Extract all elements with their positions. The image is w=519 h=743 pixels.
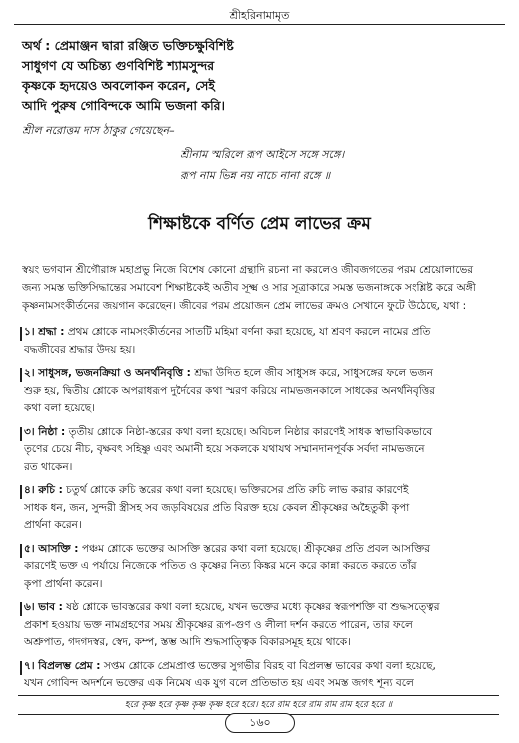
stage-text-line: [24, 500, 498, 518]
verse-translation: [22, 36, 492, 116]
stage-text: সাধক ধন, জন, সুন্দরী স্ত্রীসহ সব জড়বিষয়ের প্রতি বিরক্ত হয়ে কেবল শ্রীকৃষ্ণের অহৈতুকী কৃপা: [24, 501, 410, 514]
stage-text: তৃতীয় শ্লোকে নিষ্ঠা-স্তরের কথা বলা হয়েছে। অবিচল নিষ্ঠার কারণেই সাধক স্বাভাবিকভাবে: [68, 425, 433, 438]
stage-text-line: [24, 424, 498, 442]
stage-item: [24, 324, 498, 359]
stage-text: শুরু হয়, দ্বিতীয় শ্লোকে অপরাধরূপ দুর্দৈবের কথা স্মরণ করিয়ে নামভজনকালে সাধকের অনর্থনিবৃত্তির: [24, 384, 436, 397]
stage-item: [24, 424, 498, 477]
stage-marker-bar: [20, 327, 22, 341]
stage-text: অশ্রুপাত, গদগদস্বর, স্বেদ, কম্প, স্তম্ভ আদি শুদ্ধসাত্ত্বিক বিকারসমূহ হয়ে থাকে।: [24, 636, 351, 648]
footer-mantra: হরে কৃষ্ণ হরে কৃষ্ণ কৃষ্ণ কৃষ্ণ হরে হরে। হরে রাম হরে রাম রাম রাম হরে হরে ॥: [18, 695, 499, 715]
stage-text: কারণেই ভক্ত এ পর্যায়ে নিজেকে পতিত ও কৃষ্ণের নিত্য কিঙ্কর মনে করে কান্না করতে করতে তাঁর: [24, 560, 417, 572]
stage-item: [24, 658, 498, 693]
couplet-line: রূপ নাম ভিন্ন নয় নাচে নানা রঙ্গে ॥: [180, 169, 331, 182]
intro-paragraph: [22, 261, 498, 315]
attribution-line: শ্রীল নরোত্তম দাস ঠাকুর গেয়েছেন–: [22, 124, 175, 137]
stage-text-line: [24, 459, 498, 477]
stage-text: শ্রদ্ধা উদিত হলে জীব সাধুসঙ্গ করে, সাধুসঙ্গের ফলে ভজন: [194, 367, 434, 379]
stage-text-line: [24, 617, 498, 635]
stage-text: রত থাকেন।: [24, 460, 73, 473]
stage-text: প্রকাশ হওয়ায় ভক্ত নামগ্রহণের সময় শ্রীকৃষ্ণের রূপ-গুণ ও লীলা দর্শন করতে পারেন, তার ফলে: [24, 618, 413, 631]
stage-marker-bar: [20, 544, 22, 558]
stage-text-line: [24, 599, 498, 617]
verse-line: কৃষ্ণকে হৃদয়েও অবলোকন করেন, সেই: [22, 78, 215, 93]
stage-text-line: [24, 365, 498, 383]
stage-text-line: [24, 383, 498, 401]
stage-text: চতুর্থ শ্লোকে রুচি স্তরের কথা বলা হয়েছে। ভক্তিরসের প্রতি রুচি লাভ করার কারণেই: [66, 484, 409, 496]
stage-heading: ৫। আসক্তি :: [24, 542, 79, 555]
stage-text: কথা বলা হয়েছে।: [24, 402, 95, 414]
stage-text: সপ্তম শ্লোকে প্রেমপ্রাপ্ত ভক্তের সুগভীর বিরহ বা বিপ্রলম্ভ ভাবের কথা বলা হয়েছে,: [103, 659, 436, 672]
stage-marker-bar: [20, 661, 22, 675]
stage-text-line: [24, 658, 498, 676]
stage-text: বদ্ধজীবের শ্রদ্ধার উদয় হয়।: [24, 343, 136, 356]
verse-line: অর্থ : প্রেমাঞ্জন দ্বারা রঞ্জিত ভক্তিচক্ষুবিশিষ্ট: [22, 38, 234, 53]
quoted-couplet: [180, 144, 344, 186]
stage-heading: ৭। বিপ্রলম্ভ প্রেম :: [24, 659, 101, 672]
paragraph-line: কৃষ্ণনামসংকীর্তনের জয়গান করেছেন। জীবের পরম প্রয়োজন প্রেম লাভের ক্রমও সেখানে ফুটে উঠেছে, যথা :: [22, 300, 467, 312]
stage-heading: ৩। নিষ্ঠা :: [24, 425, 66, 438]
stage-heading: ২। সাধুসঙ্গ, ভজনক্রিয়া ও অনর্থনিবৃত্তি :: [24, 367, 191, 379]
paragraph-line: স্বয়ং ভগবান শ্রীগৌরাঙ্গ মহাপ্রভু নিজে বিশেষ কোনো গ্রন্থাদি রচনা না করলেও জীবজগতের পরম শ্রেয়োলাভের: [22, 264, 474, 276]
stage-text-line: [24, 400, 498, 418]
stage-marker-bar: [20, 368, 22, 382]
stage-heading: ১। শ্রদ্ধা :: [24, 326, 65, 338]
stage-text: প্রথম শ্লোকে নামসংকীর্তনের সাতটি মহিমা বর্ণনা করা হয়েছে, যা শ্রবণ করলে নামের প্রতি: [67, 326, 431, 338]
stage-text-line: [24, 482, 498, 500]
stage-list: [24, 318, 498, 693]
stage-text: ষষ্ঠ শ্লোকে ভাবস্তরের কথা বলা হয়েছে, যখন ভক্তের মধ্যে কৃষ্ণের স্বরূপশক্তি বা শুদ্ধসত্ত্বের: [66, 601, 440, 613]
stage-heading: ৬। ভাব :: [24, 601, 63, 613]
stage-marker-bar: [20, 485, 22, 499]
stage-marker-bar: [20, 427, 22, 441]
stage-item: [24, 482, 498, 535]
stage-text-line: [24, 517, 498, 535]
stage-text: পঞ্চম শ্লোকে ভক্তের আসক্তি স্তরের কথা বলা হয়েছে। শ্রীকৃষ্ণের প্রতি প্রবল আসক্তির: [81, 542, 431, 555]
stage-heading: ৪। রুচি :: [24, 484, 63, 496]
stage-text-line: [24, 324, 498, 342]
stage-text: কৃপা প্রার্থনা করেন।: [24, 577, 103, 590]
stage-text: তৃণের চেয়ে নীচ, বৃক্ষবৎ সহিষ্ণু এবং অমানী হয়ে সকলকে যথাযথ সম্মানদানপূর্বক সর্বদা নামভজনে: [24, 443, 425, 455]
stage-marker-bar: [20, 602, 22, 616]
stage-text-line: [24, 634, 498, 652]
stage-text-line: [24, 675, 498, 693]
stage-text-line: [24, 576, 498, 594]
stage-text-line: [24, 541, 498, 559]
stage-text: যখন গোবিন্দ অদর্শনে ভক্তের এক নিমেষ এক যুগ বলে প্রতিভাত হয় এবং সমস্ত জগৎ শূন্য বলে: [24, 677, 414, 689]
stage-item: [24, 599, 498, 652]
page-number: ১৬০: [225, 713, 295, 733]
stage-item: [24, 365, 498, 418]
stage-text-line: [24, 441, 498, 459]
running-header-title: শ্রীহরিনামামৃত: [229, 9, 290, 22]
paragraph-line: জন্য সমস্ত ভক্তিসিদ্ধান্তের সমাবেশ শিক্ষাষ্টকেই অতীব সূক্ষ্ম ও সার সূত্রাকারে সমস্ত ভজনাঙ্গকে সংশ্লিষ্ট করে অঙ্গী: [22, 282, 476, 294]
verse-line: আদি পুরুষ গোবিন্দকে আমি ভজনা করি।: [22, 98, 226, 113]
stage-text-line: [24, 342, 498, 360]
stage-text-line: [24, 558, 498, 576]
verse-line: সাধুগণ যে অচিন্ত্য গুণবিশিষ্ট শ্যামসুন্দর: [22, 58, 215, 73]
couplet-line: শ্রীনাম স্মরিলে রূপ আইসে সঙ্গে সঙ্গে।: [180, 148, 345, 161]
stage-text: প্রার্থনা করেন।: [24, 519, 82, 531]
header-divider: [14, 24, 505, 25]
section-heading: শিক্ষাষ্টকে বর্ণিত প্রেম লাভের ক্রম: [148, 214, 371, 234]
stage-item: [24, 541, 498, 594]
